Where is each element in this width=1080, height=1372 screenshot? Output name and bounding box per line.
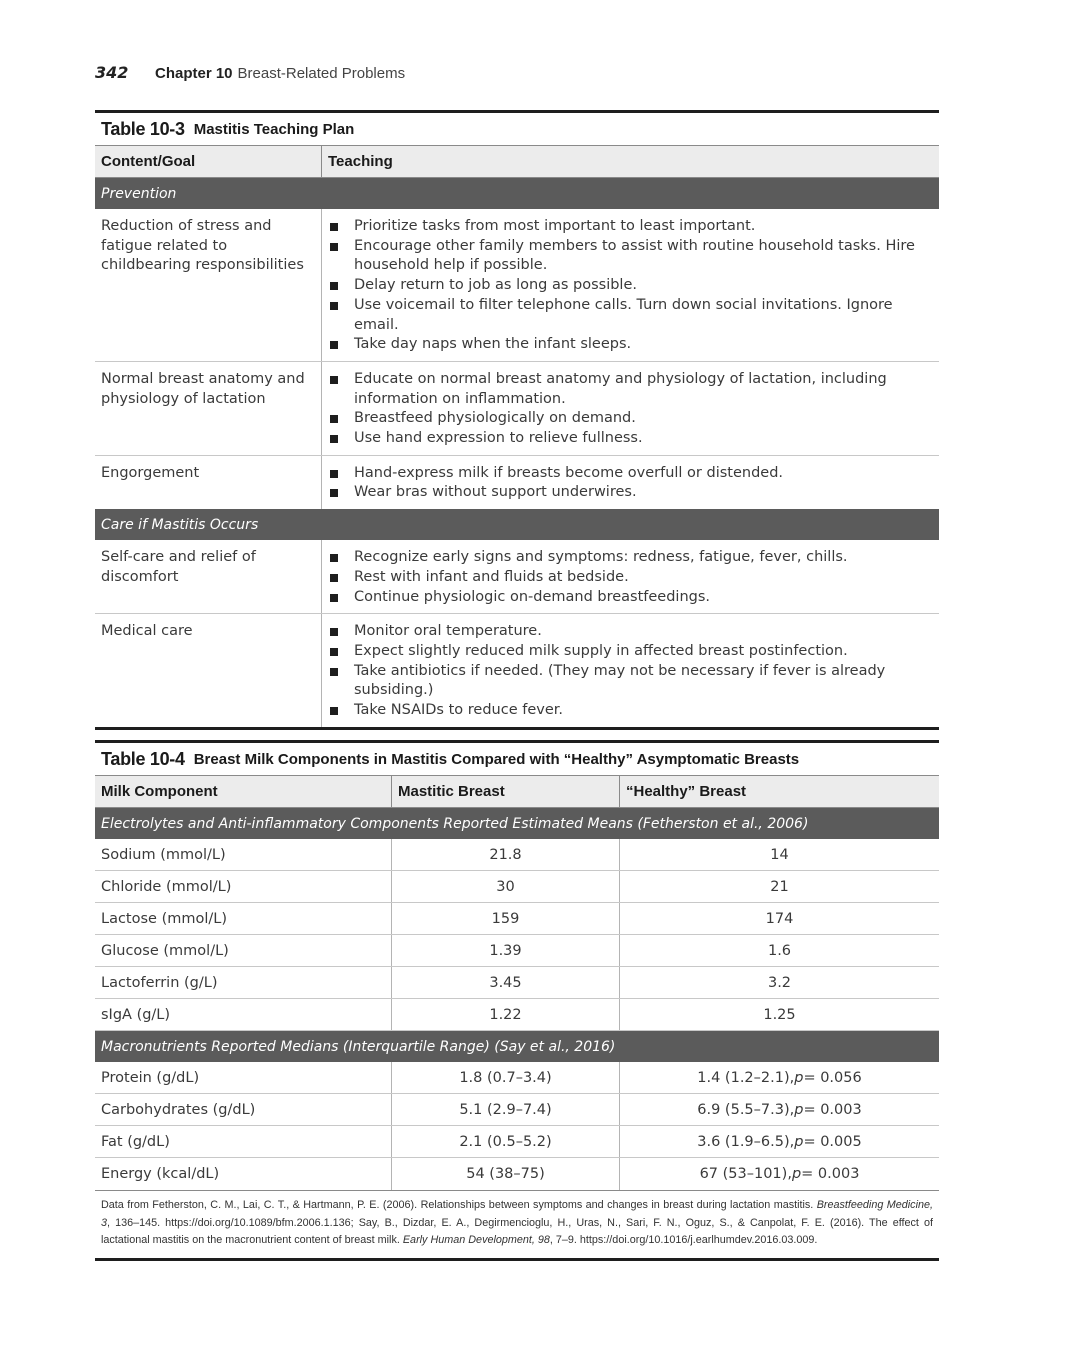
column-header: Content/Goal	[95, 146, 322, 177]
bullet-text: Monitor oral temperature.	[354, 623, 542, 640]
running-head	[95, 63, 405, 82]
healthy-breast-cell: 3.2	[767, 974, 792, 991]
column-header: Mastitic Breast	[392, 776, 620, 807]
bullet-item	[329, 662, 933, 701]
source-note-text: , 136–145. https://doi.org/10.1089/bfm.2006.1.136; Say, B., Dizdar, E. A., Degirmencioglu, H., Uras, N., Sari, F. N., Oguz, S., & Canpolat, F. E. (2016). The effect of lactational mastitis on the macronutrient content of breast milk.	[101, 1216, 933, 1246]
teaching-cell	[322, 540, 939, 613]
milk-component-cell: sIgA (g/L)	[95, 999, 392, 1030]
bullet-text: Recognize early signs and symptoms: redness, fatigue, fever, chills.	[354, 549, 848, 566]
healthy-breast-cell: 6.9 (5.5–7.3), p = 0.003	[697, 1101, 862, 1118]
mastitic-breast-cell: 2.1 (0.5–5.2)	[392, 1126, 620, 1157]
table-bottom-rule	[95, 1258, 939, 1261]
milk-component-cell: Chloride (mmol/L)	[95, 871, 392, 902]
table-row	[95, 540, 939, 614]
square-bullet-icon	[329, 409, 354, 429]
bullet-item	[329, 464, 933, 484]
page-number: 342	[95, 63, 129, 82]
bullet-item	[329, 276, 933, 296]
column-header: Milk Component	[95, 776, 392, 807]
bullet-text: Use voicemail to filter telephone calls. Turn down social invitations. Ignore email.	[354, 296, 893, 333]
bullet-text: Hand-express milk if breasts become overfull or distended.	[354, 464, 784, 481]
milk-component-cell: Sodium (mmol/L)	[95, 839, 392, 870]
table-body	[95, 178, 939, 727]
bullet-text: Wear bras without support underwires.	[354, 484, 637, 501]
milk-component-cell: Lactoferrin (g/L)	[95, 967, 392, 998]
square-bullet-icon	[329, 217, 354, 237]
table-body	[95, 808, 939, 1190]
table-row	[95, 999, 939, 1031]
bullet-item	[329, 237, 933, 276]
table-bottom-rule	[95, 727, 939, 730]
table-caption	[95, 743, 939, 775]
source-note	[95, 1190, 939, 1258]
bullet-item	[329, 568, 933, 588]
column-header: “Healthy” Breast	[626, 783, 747, 800]
milk-component-cell: Lactose (mmol/L)	[95, 903, 392, 934]
mastitic-breast-cell: 21.8	[392, 839, 620, 870]
healthy-breast-cell: 174	[765, 910, 794, 927]
table-row	[95, 362, 939, 456]
bullet-text: Breastfeed physiologically on demand.	[354, 410, 636, 427]
square-bullet-icon	[329, 568, 354, 588]
content-goal-cell: Medical care	[95, 614, 322, 727]
table-row	[95, 903, 939, 935]
table-row	[95, 967, 939, 999]
milk-component-cell: Protein (g/dL)	[95, 1062, 392, 1093]
source-note-journal: Early Human Development, 98	[402, 1234, 550, 1246]
table-row	[95, 871, 939, 903]
table-caption	[95, 113, 939, 145]
chapter-title: Breast-Related Problems	[237, 65, 406, 82]
healthy-breast-cell: 1.25	[763, 1006, 796, 1023]
table-row	[95, 935, 939, 967]
section-row: Electrolytes and Anti-inflammatory Components Reported Estimated Means (Fetherston et al., 2006)	[95, 808, 939, 839]
square-bullet-icon	[329, 622, 354, 642]
bullet-text: Take NSAIDs to reduce fever.	[354, 702, 563, 719]
healthy-breast-cell: 14	[770, 846, 789, 863]
source-note-text: Data from Fetherston, C. M., Lai, C. T., & Hartmann, P. E. (2006). Relationships between symptoms and changes in breast during lactation mastitis.	[101, 1199, 817, 1211]
table-row	[95, 1126, 939, 1158]
bullet-text: Expect slightly reduced milk supply in affected breast postinfection.	[354, 642, 848, 659]
healthy-breast-cell: 21	[770, 878, 789, 895]
section-row: Care if Mastitis Occurs	[95, 509, 939, 540]
healthy-breast-cell: 67 (53–101), p = 0.003	[699, 1166, 860, 1182]
square-bullet-icon	[329, 237, 354, 276]
milk-component-cell: Carbohydrates (g/dL)	[95, 1094, 392, 1125]
square-bullet-icon	[329, 548, 354, 568]
mastitic-breast-cell: 5.1 (2.9–7.4)	[392, 1094, 620, 1125]
teaching-cell	[322, 614, 939, 727]
bullet-item	[329, 335, 933, 355]
source-note-journal: Breastfeeding Medicine, 3	[101, 1199, 933, 1229]
milk-component-cell: Fat (g/dL)	[95, 1126, 392, 1157]
bullet-item	[329, 370, 933, 409]
content-goal-cell: Reduction of stress and fatigue related to childbearing responsibilities	[95, 209, 322, 361]
section-row: Macronutrients Reported Medians (Interquartile Range) (Say et al., 2016)	[95, 1031, 939, 1062]
chapter-label: Chapter 10	[155, 65, 233, 82]
table-title: Breast Milk Components in Mastitis Compared with “Healthy” Asymptomatic Breasts	[193, 750, 800, 768]
bullet-text: Use hand expression to relieve fullness.	[354, 430, 643, 447]
table-row	[95, 1062, 939, 1094]
teaching-cell	[322, 362, 939, 455]
table-row	[95, 839, 939, 871]
bullet-item	[329, 217, 933, 237]
square-bullet-icon	[329, 429, 354, 449]
table-number: Table 10-4	[101, 748, 185, 769]
bullet-item	[329, 483, 933, 503]
square-bullet-icon	[329, 662, 354, 701]
bullet-item	[329, 409, 933, 429]
table-row	[95, 209, 939, 362]
square-bullet-icon	[329, 483, 354, 503]
table-10-4	[95, 740, 939, 1261]
bullet-item	[329, 548, 933, 568]
table-row	[95, 1158, 939, 1190]
bullet-item	[329, 701, 933, 721]
square-bullet-icon	[329, 335, 354, 355]
source-note-text: , 7–9. https://doi.org/10.1016/j.earlhumdev.2016.03.009.	[549, 1234, 818, 1246]
mastitic-breast-cell: 30	[392, 871, 620, 902]
bullet-text: Take antibiotics if needed. (They may not be necessary if fever is already subsiding.)	[354, 662, 886, 699]
square-bullet-icon	[329, 642, 354, 662]
square-bullet-icon	[329, 464, 354, 484]
mastitic-breast-cell: 159	[392, 903, 620, 934]
bullet-text: Encourage other family members to assist with routine household tasks. Hire household help if possible.	[354, 237, 915, 274]
milk-component-cell: Energy (kcal/dL)	[95, 1158, 392, 1190]
bullet-text: Continue physiologic on-demand breastfeedings.	[354, 588, 711, 605]
healthy-breast-cell: 1.6	[767, 942, 792, 959]
mastitic-breast-cell: 54 (38–75)	[392, 1158, 620, 1190]
bullet-item	[329, 429, 933, 449]
mastitic-breast-cell: 3.45	[392, 967, 620, 998]
table-header-row	[95, 775, 939, 808]
bullet-item	[329, 642, 933, 662]
mastitic-breast-cell: 1.22	[392, 999, 620, 1030]
square-bullet-icon	[329, 701, 354, 721]
content-goal-cell: Self-care and relief of discomfort	[95, 540, 322, 613]
content-goal-cell: Normal breast anatomy and physiology of lactation	[95, 362, 322, 455]
mastitic-breast-cell: 1.8 (0.7–3.4)	[392, 1062, 620, 1093]
section-row: Prevention	[95, 178, 939, 209]
table-10-3	[95, 110, 939, 730]
content-goal-cell: Engorgement	[95, 456, 322, 509]
square-bullet-icon	[329, 276, 354, 296]
table-header-row	[95, 145, 939, 178]
milk-component-cell: Glucose (mmol/L)	[95, 935, 392, 966]
bullet-item	[329, 588, 933, 608]
table-title: Mastitis Teaching Plan	[193, 120, 355, 138]
table-row	[95, 614, 939, 727]
table-number: Table 10-3	[101, 118, 185, 139]
table-row	[95, 456, 939, 509]
column-header: Teaching	[328, 153, 393, 170]
square-bullet-icon	[329, 296, 354, 335]
teaching-cell	[322, 209, 939, 361]
teaching-cell	[322, 456, 939, 509]
bullet-text: Take day naps when the infant sleeps.	[354, 336, 632, 353]
table-row	[95, 1094, 939, 1126]
square-bullet-icon	[329, 588, 354, 608]
bullet-text: Delay return to job as long as possible.	[354, 277, 637, 294]
bullet-text: Prioritize tasks from most important to least important.	[354, 218, 756, 234]
healthy-breast-cell: 3.6 (1.9–6.5), p = 0.005	[697, 1133, 862, 1150]
square-bullet-icon	[329, 370, 354, 409]
healthy-breast-cell: 1.4 (1.2–2.1), p = 0.056	[697, 1069, 862, 1086]
bullet-item	[329, 296, 933, 335]
bullet-item	[329, 622, 933, 642]
mastitic-breast-cell: 1.39	[392, 935, 620, 966]
bullet-text: Educate on normal breast anatomy and physiology of lactation, including information on inflammation.	[354, 370, 887, 407]
bullet-text: Rest with infant and fluids at bedside.	[354, 568, 629, 585]
